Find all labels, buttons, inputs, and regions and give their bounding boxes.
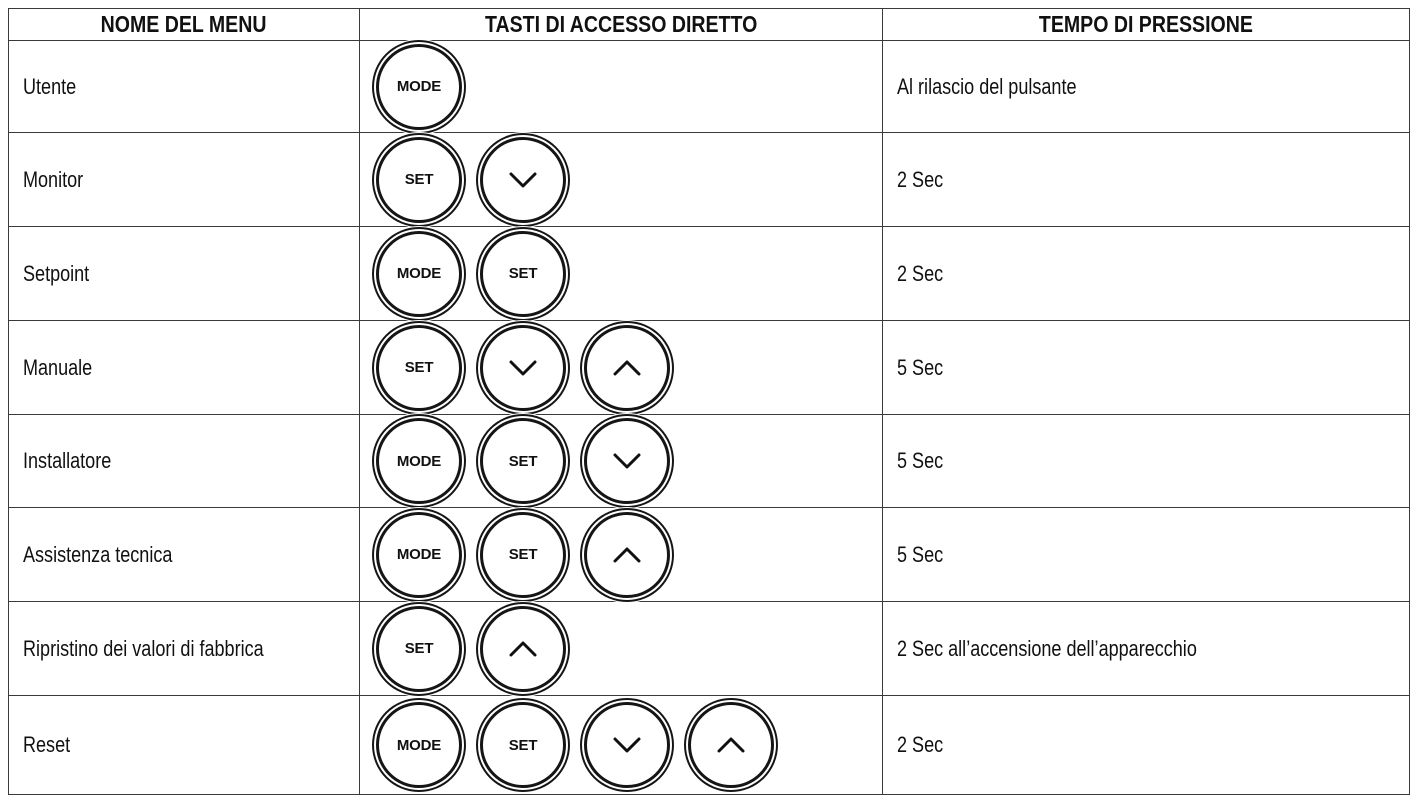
table-row [9,602,1410,696]
press-time-cell [883,133,1410,227]
menu-name: Utente [23,73,77,99]
chevron-up-icon [506,639,540,659]
press-time: 2 Sec all’accensione dell’apparecchio [897,635,1197,661]
down-key [480,137,566,223]
mode-key [376,512,462,598]
table-row [9,415,1410,508]
table-row [9,321,1410,415]
keys-cell [360,415,883,508]
key-label: SET [508,736,538,754]
menu-name-cell [9,696,360,795]
menu-name-cell [9,602,360,696]
key-group [360,231,882,317]
set-key [376,606,462,692]
key-label: MODE [396,78,442,95]
press-time-cell [883,41,1410,133]
chevron-down-icon [610,451,644,471]
key-group [360,702,882,788]
keys-cell [360,321,883,415]
press-time: 2 Sec [897,732,944,757]
table-row [9,133,1410,227]
menu-name-cell [9,227,360,321]
table-row [9,41,1410,133]
set-key [480,418,566,504]
key-label: MODE [396,736,442,754]
keys-cell [360,133,883,227]
menu-name-cell [9,415,360,508]
press-time-cell [883,321,1410,415]
menu-shortcut-table [8,8,1410,795]
header-direct-keys: TASTI DI ACCESSO DIRETTO [360,9,883,41]
press-time-cell [883,602,1410,696]
menu-name-cell [9,41,360,133]
chevron-up-icon [610,358,644,378]
chevron-down-icon [610,735,644,755]
keys-cell [360,602,883,696]
menu-name: Assistenza tecnica [23,541,173,567]
menu-name: Manuale [23,354,93,380]
table-row [9,696,1410,795]
press-time-cell [883,508,1410,602]
key-group [360,606,882,692]
table-row [9,227,1410,321]
press-time-cell [883,696,1410,795]
chevron-up-icon [714,735,748,755]
down-key [480,325,566,411]
menu-name: Monitor [23,166,84,192]
set-key [376,325,462,411]
press-time: 2 Sec [897,166,944,192]
key-label: SET [508,452,538,470]
press-time-cell [883,227,1410,321]
keys-cell [360,41,883,133]
key-group [360,44,882,130]
key-label: MODE [396,546,442,563]
menu-name-cell [9,133,360,227]
press-time: 5 Sec [897,354,944,380]
press-time-cell [883,415,1410,508]
mode-key [376,702,462,788]
menu-name: Ripristino dei valori di fabbrica [23,635,264,661]
header-press-time: TEMPO DI PRESSIONE [883,9,1410,41]
menu-name-cell [9,508,360,602]
up-key [584,512,670,598]
set-key [376,137,462,223]
key-label: SET [404,640,434,657]
key-label: MODE [396,452,442,470]
keys-cell [360,696,883,795]
up-key [584,325,670,411]
key-label: SET [404,171,434,188]
menu-name: Reset [23,732,71,757]
table-header-row [9,9,1410,41]
key-label: SET [404,359,434,376]
set-key [480,231,566,317]
menu-name: Setpoint [23,260,90,286]
table-row [9,508,1410,602]
key-label: MODE [396,265,442,282]
press-time: 2 Sec [897,260,944,286]
key-group [360,512,882,598]
mode-key [376,44,462,130]
up-key [688,702,774,788]
press-time: Al rilascio del pulsante [897,73,1077,99]
keys-cell [360,227,883,321]
key-group [360,137,882,223]
down-key [584,418,670,504]
chevron-down-icon [506,358,540,378]
header-menu-name: NOME DEL MENU [9,9,360,41]
mode-key [376,231,462,317]
key-label: SET [508,265,538,282]
menu-name: Installatore [23,448,112,473]
key-group [360,418,882,504]
down-key [584,702,670,788]
key-group [360,325,882,411]
mode-key [376,418,462,504]
set-key [480,702,566,788]
up-key [480,606,566,692]
chevron-up-icon [610,545,644,565]
set-key [480,512,566,598]
keys-cell [360,508,883,602]
chevron-down-icon [506,170,540,190]
menu-name-cell [9,321,360,415]
key-label: SET [508,546,538,563]
press-time: 5 Sec [897,541,944,567]
press-time: 5 Sec [897,448,944,473]
